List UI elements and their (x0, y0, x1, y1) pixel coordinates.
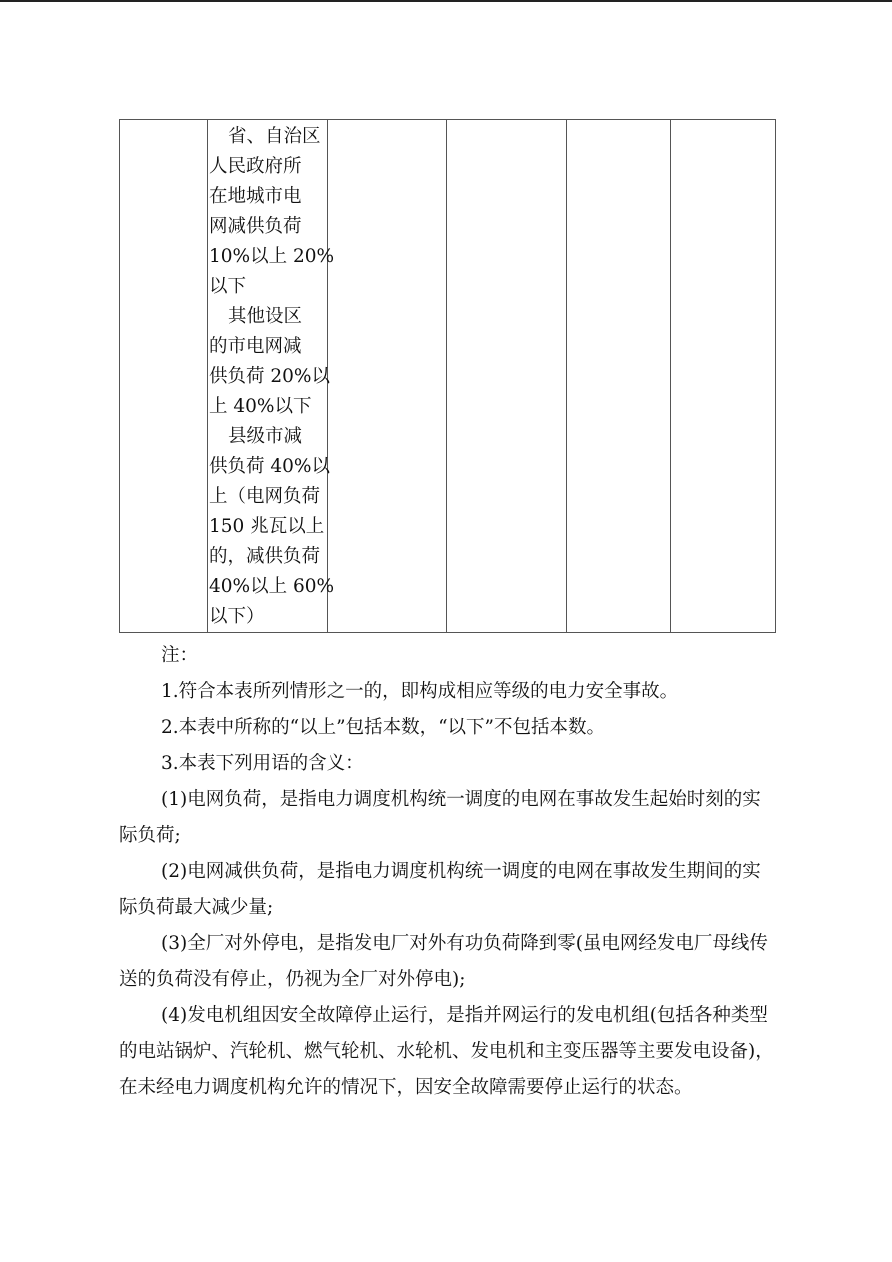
cell-line: 的，减供负荷 (209, 546, 321, 567)
cell-line: 以下 (209, 276, 247, 297)
cell-line: 的市电网减 (209, 336, 302, 357)
note-item-2: 2.本表中所称的“以上”包括本数，“以下”不包括本数。 (161, 717, 605, 738)
table-row (120, 120, 776, 633)
cell-line: 省、自治区 (228, 126, 321, 147)
table-cell-empty-3 (328, 120, 447, 633)
top-border-line (0, 0, 892, 2)
cell-line: 上（电网负荷 (209, 486, 321, 507)
cell-line: 供负荷 40%以 (209, 456, 331, 477)
table-cell-description (208, 120, 335, 633)
note-item-1: 1.符合本表所列情形之一的，即构成相应等级的电力安全事故。 (161, 681, 679, 702)
notes-heading: 注： (161, 645, 199, 666)
cell-description-text (208, 120, 335, 632)
note-definition-2: (2)电网减供负荷，是指电力调度机构统一调度的电网在事故发生期间的实际负荷最大减少量; (119, 861, 761, 918)
cell-line: 供负荷 20%以 (209, 366, 331, 387)
note-definition-3: (3)全厂对外停电，是指发电厂对外有功负荷降到零(虽电网经发电厂母线传送的负荷没有停止，仍视为全厂对外停电); (119, 933, 768, 990)
notes-section (119, 638, 779, 1106)
table-cell-empty-4 (447, 120, 567, 633)
note-definition-4: (4)发电机组因安全故障停止运行，是指并网运行的发电机组(包括各种类型的电站锅炉、汽轮机、燃气轮机、水轮机、发电机和主变压器等主要发电设备)，在未经电力调度机构允许的情况下，因安全故障需要停止运行的状态。 (119, 1005, 774, 1098)
cell-line: 网减供负荷 (209, 216, 302, 237)
cell-line: 县级市减 (228, 426, 303, 447)
note-item-3: 3.本表下列用语的含义： (161, 753, 364, 774)
cell-line: 上 40%以下 (209, 396, 312, 417)
table-cell-empty-5 (567, 120, 671, 633)
table-cell-empty-6 (671, 120, 776, 633)
cell-line: 其他设区 (228, 306, 303, 327)
cell-line: 以下） (209, 606, 265, 627)
incident-table (119, 119, 776, 633)
cell-line: 人民政府所 (209, 156, 302, 177)
cell-line: 10%以上 20% (209, 246, 335, 267)
table-cell-empty-1 (120, 120, 208, 633)
note-definition-1: (1)电网负荷，是指电力调度机构统一调度的电网在事故发生起始时刻的实际负荷; (119, 789, 761, 846)
cell-line: 在地城市电 (209, 186, 302, 207)
cell-line: 150 兆瓦以上 (209, 516, 325, 537)
cell-line: 40%以上 60% (209, 576, 335, 597)
